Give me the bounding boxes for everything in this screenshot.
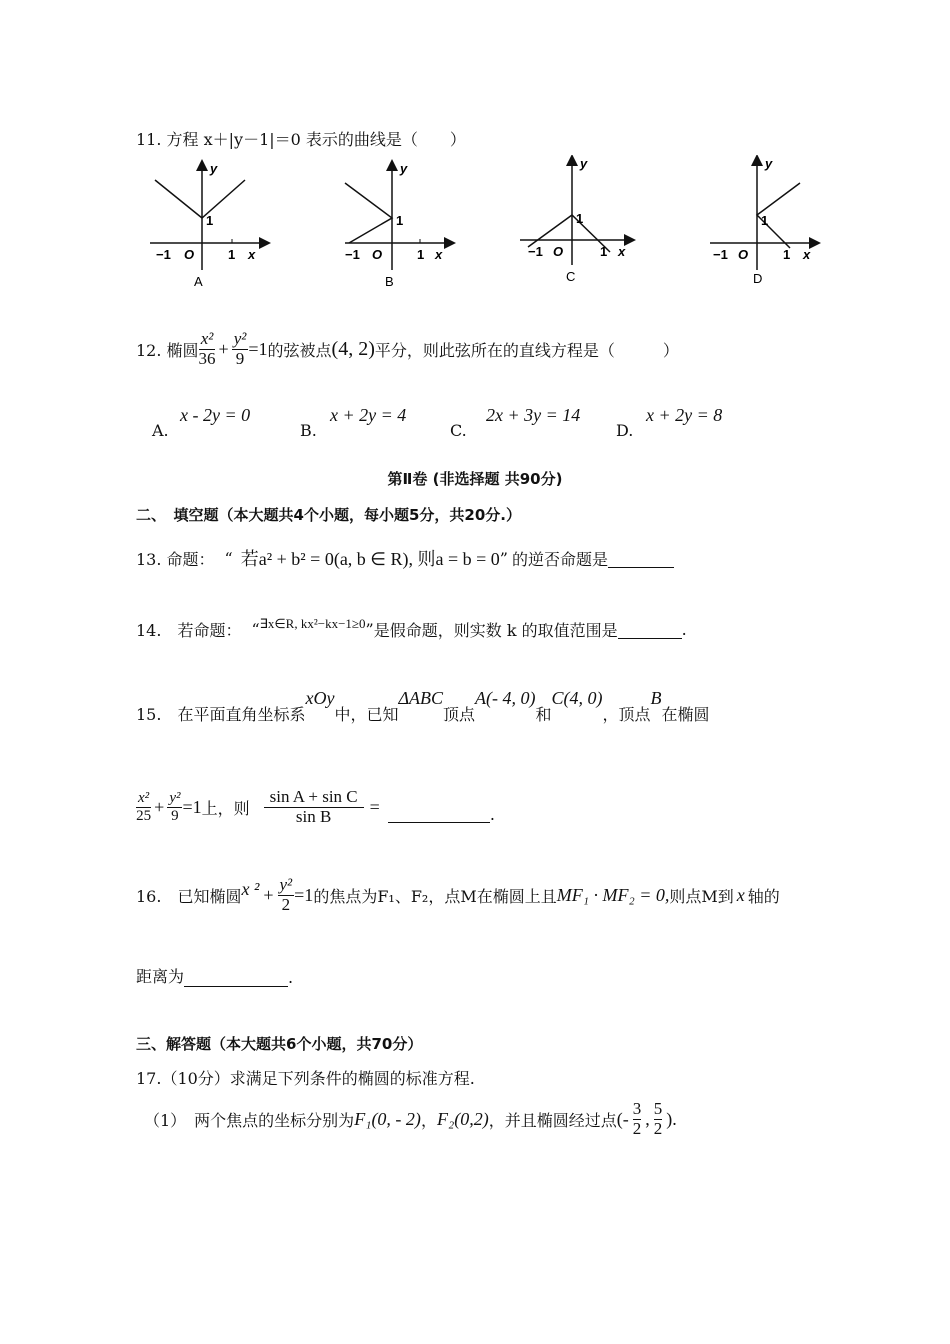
q14-expr: ∃x∈R, kx²−kx−1≥0 <box>259 615 366 631</box>
svg-text:1: 1 <box>783 247 791 262</box>
svg-text:x: x <box>435 247 443 262</box>
graph-a-caption: A <box>194 274 203 289</box>
section2-title: 二、 填空题（本大题共4个小题，每小题5分，共20分.） <box>136 506 521 524</box>
q16-line2: 距离为 . <box>136 967 294 987</box>
svg-text:O: O <box>372 247 383 262</box>
q16-line1: 16. 已知椭圆 x ² + $\frac{\text{y²}}{2}$ =1 的焦点为F₁、F₂，点M在椭圆上且 MF₁ · MF₂ = 0, 则点M到 x 轴的 <box>136 875 780 914</box>
graph-a-x-label: x <box>248 247 256 262</box>
q17-frac-a: $\frac{3}{2}$ <box>632 1099 642 1138</box>
q11-text: 11. 方程 x＋|y－1|＝0 表示的曲线是（ ） <box>136 130 466 149</box>
graph-d-caption: D <box>753 271 763 286</box>
graph-a-neg1: −1 <box>156 247 171 262</box>
graph-b <box>345 161 450 289</box>
q11-graphs <box>140 155 840 295</box>
graph-d <box>710 156 815 286</box>
q16-t1: 的焦点为F₁、F₂，点M在椭圆上且 <box>313 886 557 906</box>
q16-vector-dot: MF₁ · MF₂ = 0, <box>556 884 670 905</box>
q12-choice-c-expr: 2x + 3y = 14 <box>486 405 581 425</box>
q14-line: 14. 若命题： “ ∃x∈R, kx²−kx−1≥0 ” 是假命题，则实数 k 的取值范围是 . <box>136 615 687 640</box>
section3-title: 三、解答题（本大题共6个小题，共70分） <box>136 1035 423 1053</box>
q15-prefix: 15. 在平面直角坐标系 <box>136 705 306 724</box>
svg-text:y: y <box>400 161 408 176</box>
q12-suffix2: 平分，则此弦所在的直线方程是（ ） <box>374 340 679 360</box>
q15-frac-x: $\frac{\text{x²}}{25}$ <box>136 790 152 824</box>
q16-frac-y: $\frac{\text{y²}}{2}$ <box>279 875 293 914</box>
q15-frac-y: $\frac{\text{y²}}{9}$ <box>169 790 181 824</box>
svg-text:1: 1 <box>600 244 608 259</box>
q12-frac-y: $\frac{\text{y²}}{9}$ <box>233 329 247 368</box>
q12-frac-x: $\frac{\text{x²}}{36}$ <box>198 329 216 368</box>
graph-a-origin: O <box>184 247 195 262</box>
q12-suffix1: 的弦被点 <box>267 340 332 360</box>
svg-text:x: x <box>618 244 626 259</box>
svg-text:1: 1 <box>761 213 769 228</box>
q15-line2: $\frac{\text{x²}}{25}$ + $\frac{\text{y²}}{9}$ =1 上，则 $\frac{\text{sin A + sin C}}{\text{sin B}}$ = . <box>136 787 495 826</box>
q13-prefix: 13. 命题： <box>136 549 215 569</box>
q13-expr: 若a² + b² = 0(a, b ∈ R), 则a = b = 0 <box>240 549 500 569</box>
q13-line: 13. 命题： “ 若a² + b² = 0(a, b ∈ R), 则a = b = 0 ” 的逆否命题是 <box>136 545 674 571</box>
q13-suffix: 的逆否命题是 <box>511 549 608 569</box>
q12-choice-c-letter: C. <box>450 421 467 440</box>
q16-answer-blank[interactable] <box>184 968 288 987</box>
graph-a <box>150 161 265 289</box>
q12-choice-a-letter: A. <box>152 421 169 440</box>
q12-point: (4, 2) <box>331 337 375 360</box>
graph-a-one: 1 <box>206 213 214 228</box>
svg-text:1: 1 <box>396 213 404 228</box>
svg-text:O: O <box>553 244 564 259</box>
q15-triangle: ΔABC <box>398 688 444 708</box>
svg-text:−1: −1 <box>345 247 360 262</box>
svg-text:y: y <box>765 156 773 171</box>
q17-title: 17.（10分）求满足下列条件的椭圆的标准方程. <box>136 1069 475 1088</box>
q17-part1: （1） 两个焦点的坐标分别为 F₁(0, - 2) ， F₂(0,2) ，并且椭圆经过点 (- $\frac{3}{2}$ , $\frac{5}{2}$ ). <box>144 1099 677 1138</box>
q14-prefix: 14. 若命题： <box>136 621 242 640</box>
q14-answer-blank[interactable] <box>618 620 682 639</box>
q12-prefix: 12. 椭圆 <box>136 340 199 360</box>
svg-text:O: O <box>738 247 749 262</box>
part2-title: 第Ⅱ卷 (非选择题 共90分) <box>387 470 563 488</box>
svg-text:1: 1 <box>417 247 425 262</box>
q17-f2: F₂(0,2) <box>436 1108 489 1129</box>
q15-sine-ratio: $\frac{\text{sin A + sin C}}{\text{sin B}}$ <box>264 788 364 826</box>
q16-prefix: 16. 已知椭圆 <box>136 886 242 906</box>
q12-choice-b-letter: B. <box>300 421 317 440</box>
svg-text:x: x <box>803 247 811 262</box>
q12-choice-a-expr: x - 2y = 0 <box>180 405 251 425</box>
graph-a-y-label: y <box>210 161 218 176</box>
graph-a-one-x: 1 <box>228 247 236 262</box>
graph-b-caption: B <box>385 274 394 289</box>
q15-xoy: xOy <box>305 688 335 708</box>
q15-vertex-c: C(4, 0) <box>551 688 603 708</box>
q12-choice-d-letter: D. <box>616 421 634 440</box>
q15-answer-blank[interactable] <box>388 792 490 823</box>
q13-answer-blank[interactable] <box>608 549 674 568</box>
graph-c-caption: C <box>566 269 576 284</box>
q15-vertex-b: B <box>650 688 662 708</box>
svg-text:y: y <box>580 156 588 171</box>
svg-text:−1: −1 <box>528 244 543 259</box>
q12-choices <box>152 405 852 440</box>
graph-c <box>520 156 630 284</box>
q15-vertex-a: A(- 4, 0) <box>475 688 536 708</box>
svg-text:1: 1 <box>576 211 584 226</box>
svg-text:−1: −1 <box>713 247 728 262</box>
q14-suffix: 是假命题，则实数 k 的取值范围是 <box>373 621 618 640</box>
q12-eq: =1 <box>248 338 268 359</box>
q12-line: 12. 椭圆 $\frac{\text{x²}}{36}$ + $\frac{\text{y²}}{9}$ =1 的弦被点 (4, 2) 平分，则此弦所在的直线方程是（ ） <box>136 329 679 368</box>
q15-line1: 15. 在平面直角坐标系 xOy 中，已知 ΔABC 顶点 A(- 4, 0) 和 C(4, 0) ，顶点 B 在椭圆 <box>136 688 710 724</box>
q12-choice-d-expr: x + 2y = 8 <box>646 405 723 425</box>
q17-p1-prefix: （1） 两个焦点的坐标分别为 <box>144 1110 355 1130</box>
q12-choice-b-expr: x + 2y = 4 <box>330 405 407 425</box>
q17-f1: F₁(0, - 2) <box>354 1108 421 1129</box>
q17-frac-b: $\frac{5}{2}$ <box>653 1099 663 1138</box>
